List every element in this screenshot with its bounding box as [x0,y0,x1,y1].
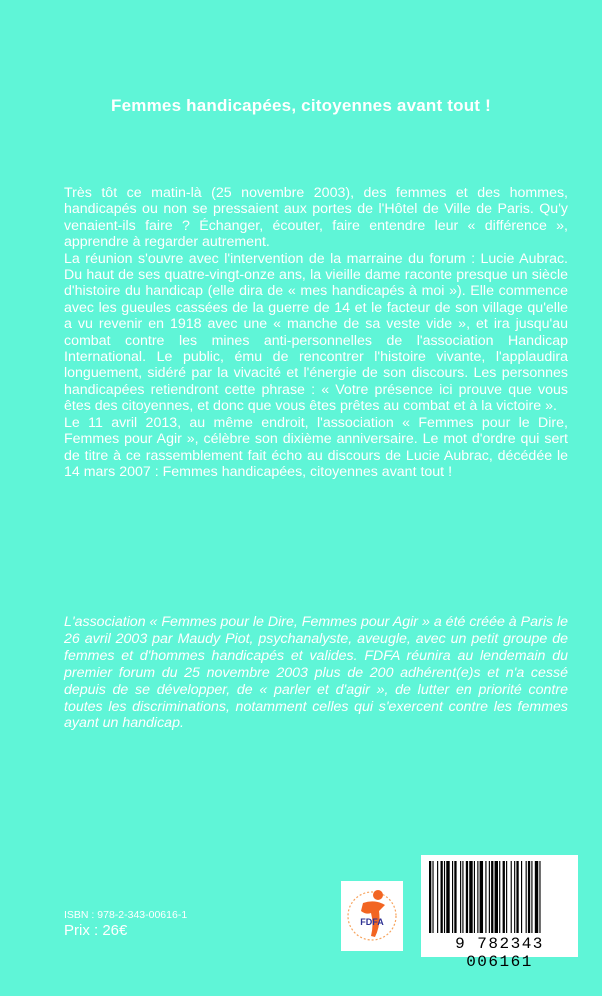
logo-text: FDFA [360,917,384,927]
barcode-digits: 9 782343 006161 [455,935,544,971]
cover-title: Femmes handicapées, citoyennes avant tout ! [111,96,491,115]
summary-paragraph: Le 11 avril 2013, au même endroit, l'association « Femmes pour le Dire, Femmes pour Agir », célèbre son dixième anniversaire. Le mot d'ordre qui sert de titre à ce rassemblement fait écho au discours de Lucie Aubrac, décédée le 14 mars 2007 : Femmes handicapées, citoyennes avant tout ! [64,414,568,480]
summary-paragraph: La réunion s'ouvre avec l'intervention de la marraine du forum : Lucie Aubrac. Du haut de ses quatre-vingt-onze ans, la vieille dame raconte presque un siècle d'histoire du handicap (elle dira de « mes handicapés à moi »). Elle commence avec les gueules cassées de la guerre de 14 et le facteur de son village qu'elle a vu revenir en 1918 avec une « manche de sa veste vide », et ira jusqu'au combat contre les mines anti-personnelles de l'association Handicap International. Le public, ému de rencontrer l'histoire vivante, l'applaudira longuement, sidéré par la vivacité et l'énergie de son discours. Les personnes handicapées retiendront cette phrase : « Votre présence ici prouve que vous êtes des citoyennes, et donc que vous êtes prêtes au combat et à la victoire ». [64,250,568,415]
summary-paragraph: Très tôt ce matin-là (25 novembre 2003), des femmes et des hommes, handicapés ou non se pressaient aux portes de l'Hôtel de Ville de Paris. Qu'y venaient-ils faire ? Échanger, écouter, faire entendre leur « différence », apprendre à regarder autrement. [64,185,568,251]
barcode [421,855,578,971]
fdfa-logo [341,881,403,951]
isbn-label: ISBN : 978-2-343-00616-1 [64,909,188,921]
fdfa-logo-icon [341,881,403,951]
summary-text [64,185,568,480]
association-description: L'association « Femmes pour le Dire, Femmes pour Agir » a été créée à Paris le 26 avril 2003 par Maudy Piot, psychanalyste, aveugle, avec un petit groupe de femmes et d'hommes handicapés et valides. FDFA réunira au lendemain du premier forum du 25 novembre 2003 plus de 200 adhérent(e)s et n'a cessé depuis de se développer, de « parler et d'agir », de lutter en priorité contre toutes les discriminations, notamment celles qui s'exercent contre les femmes ayant un handicap. [64,614,568,732]
price-label: Prix : 26€ [64,922,128,939]
barcode-bars [421,855,578,935]
